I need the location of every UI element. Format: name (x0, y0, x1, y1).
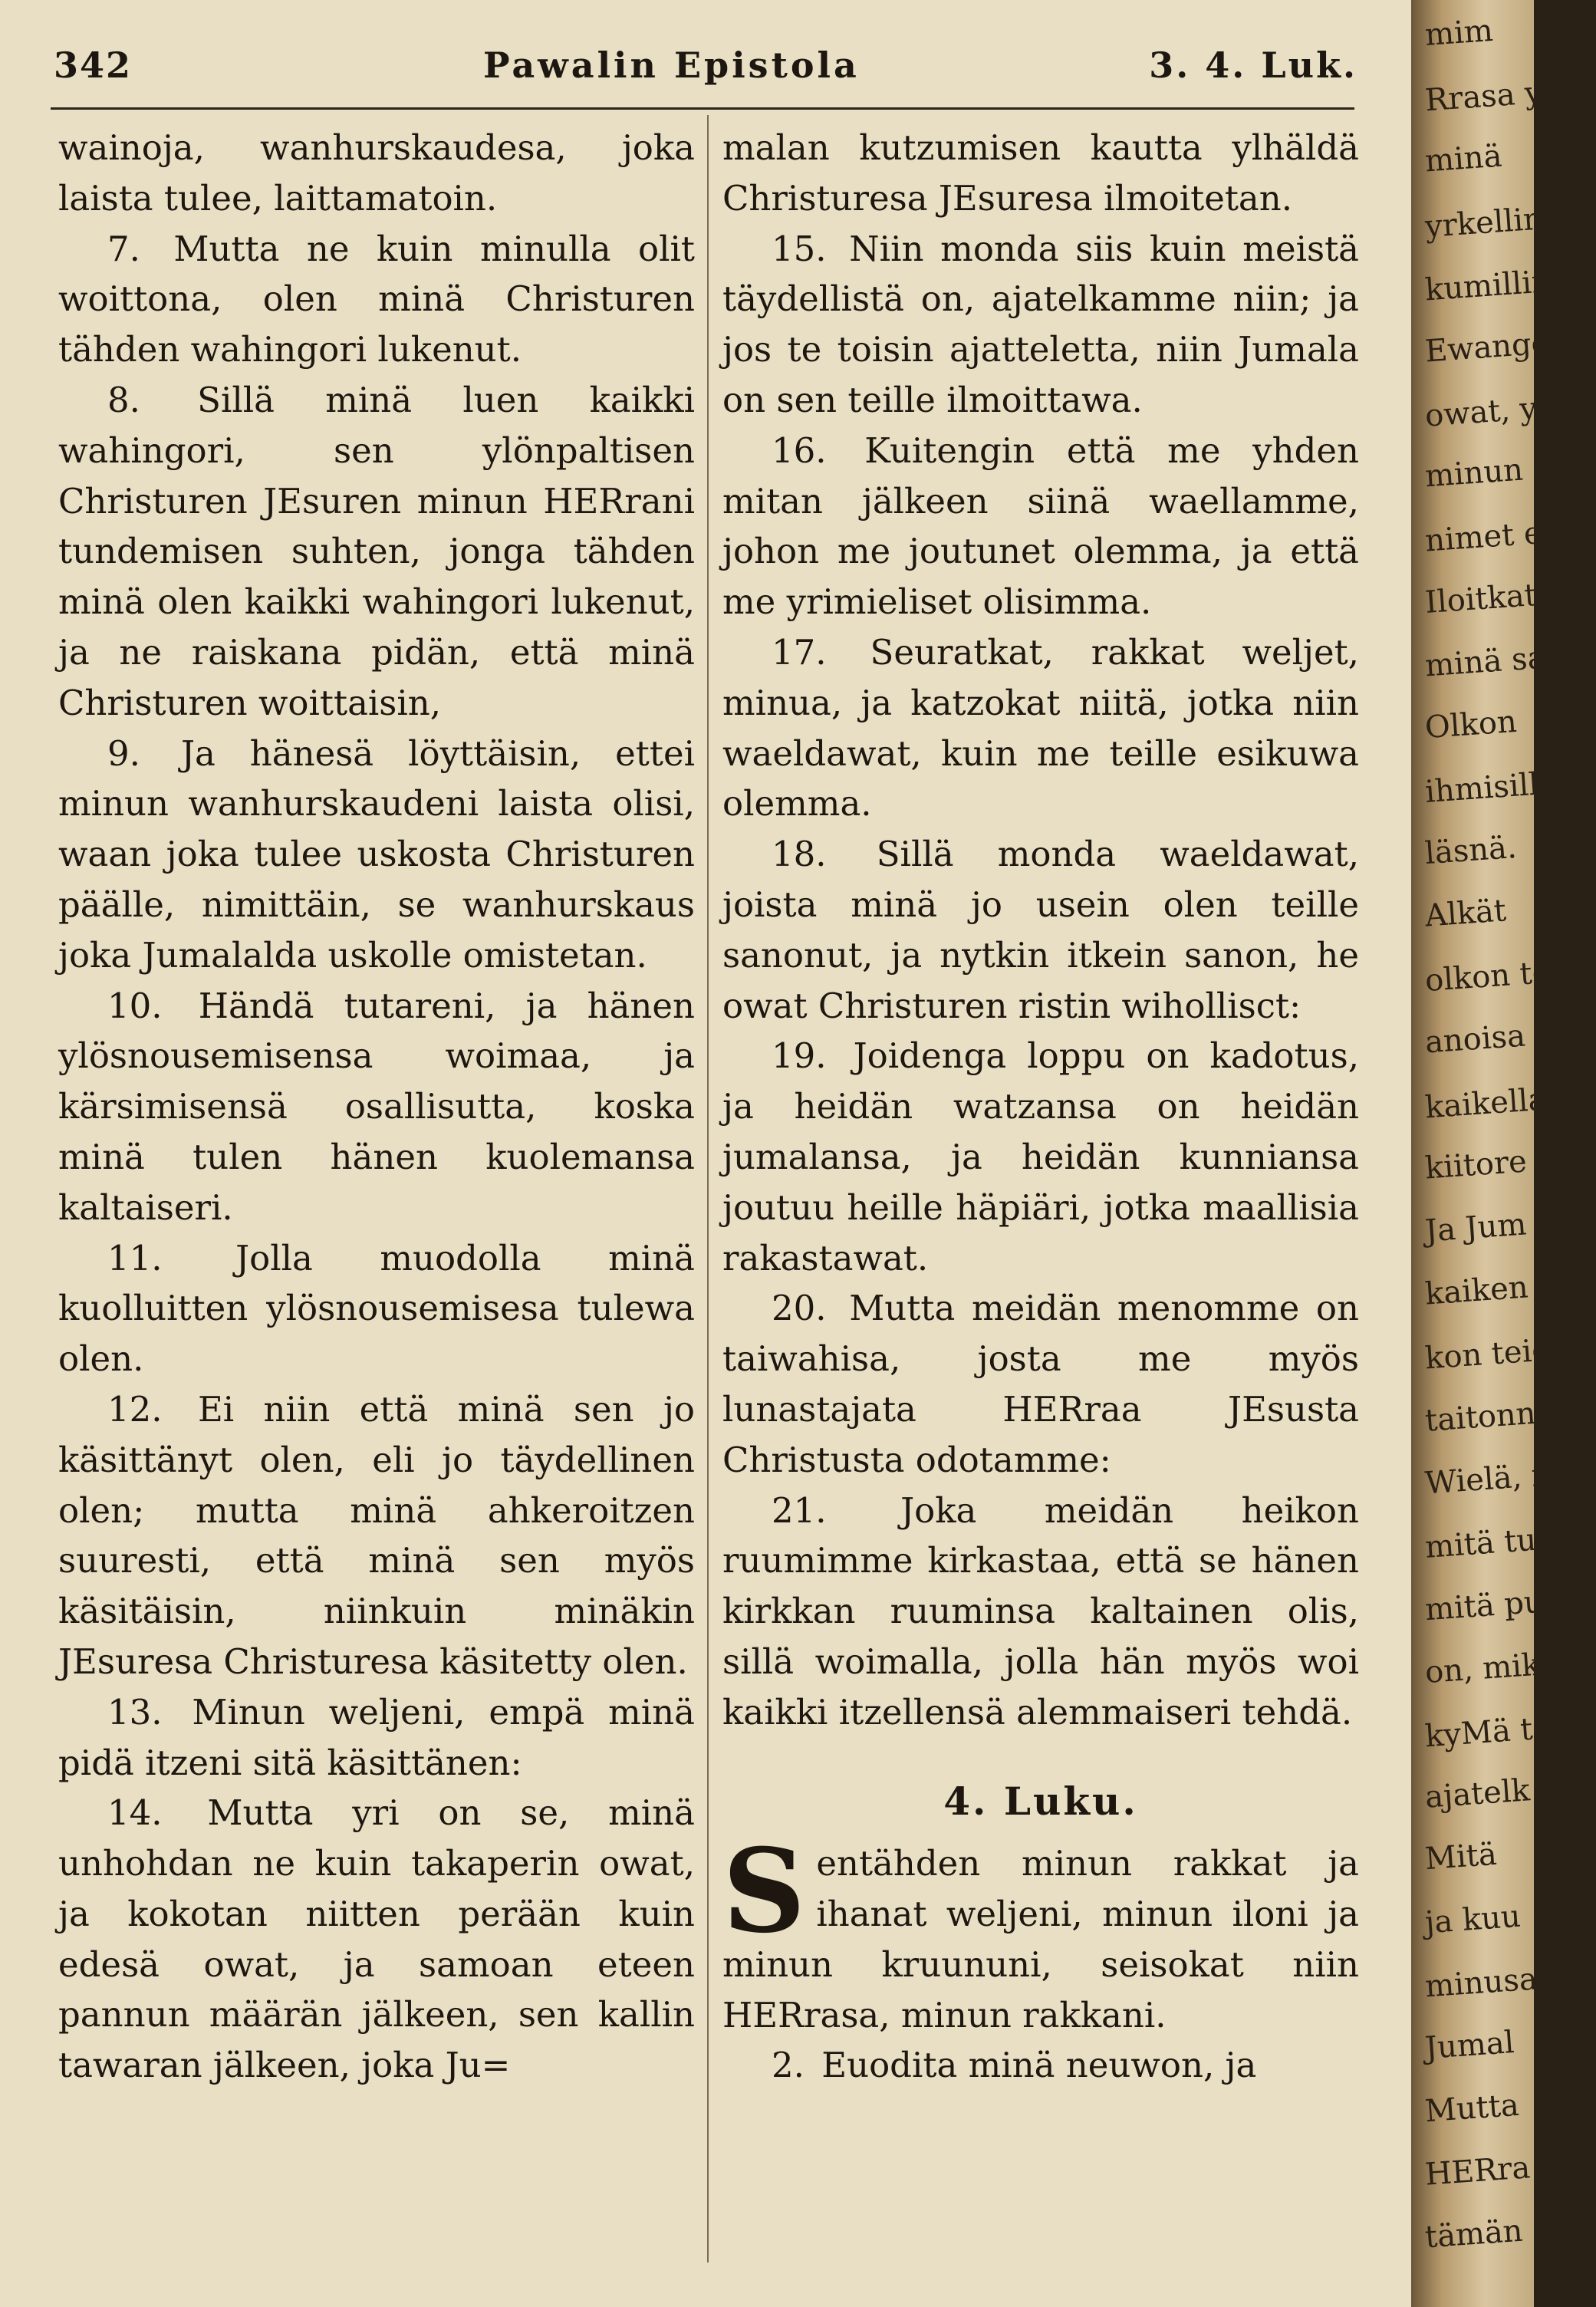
facing-page-fragment: Olkon (1423, 703, 1519, 746)
verse-number: 2. (772, 2045, 805, 2086)
verse-number: 8. (107, 379, 140, 420)
page-number: 342 (54, 44, 133, 86)
verse (722, 2040, 1359, 2091)
facing-page-fragment: kaikella ru (1423, 1078, 1592, 1126)
verse-text: Sillä minä luen kaikki wahingori, sen ylönpaltisen Christuren JEsuren minun HERrani tundemisen suhten, jonga tähden minä olen kaikki wahingori lukenut, ja ne raiskana pidän, että minä Christuren woittaisin, (58, 379, 695, 723)
verse-1 (722, 1824, 1359, 2040)
verse-text: Mutta ne kuin minulla olit woittona, olen minä Christuren tähden wahingori lukenut. (58, 228, 695, 370)
chapter-reference: 3. 4. Luk. (1149, 44, 1357, 86)
verse-text: Händä tutareni, ja hänen ylösnousemisensa woimaa, ja kärsimisensä osallisutta, koska minä tulen hänen kuolemansa kaltaiseri. (58, 985, 695, 1228)
column-divider (707, 115, 709, 2263)
verse-text: Euodita minä neuwon, ja (821, 2045, 1257, 2086)
facing-page-fragment: Alkät (1423, 893, 1508, 934)
facing-page-fragment: olkon tei (1423, 953, 1561, 999)
verse-text: Sillä monda waeldawat, joista minä jo usein olen teille sanonut, ja nytkin itkein sanon, he owat Christuren ristin wihollisct: (722, 834, 1359, 1026)
facing-page-fragment: nimet elä (1423, 513, 1571, 559)
running-header (54, 44, 1357, 92)
facing-page-fragment: mim (1423, 12, 1495, 54)
verse-number: 15. (772, 228, 827, 269)
verse-text: Minun weljeni, empä minä pidä itzeni sitä käsittänen: (58, 1691, 695, 1783)
verse-text: Seuratkat, rakkat weljet, minua, ja katzokat niitä, jotka niin waeldawat, kuin me teille esikuwa olemma. (722, 631, 1359, 824)
facing-page-fragment: on, mikä (1423, 1645, 1560, 1691)
verse-number: 17. (772, 631, 827, 673)
facing-page-fragment: Ewange (1423, 325, 1551, 370)
facing-page-fragment: kiitore (1423, 1144, 1529, 1186)
chapter-heading: 4. Luku. (943, 1778, 1138, 1824)
verse-number: 14. (107, 1792, 163, 1834)
facing-page-edge (1411, 0, 1596, 2307)
facing-page-fragment: Rrasa yri (1423, 73, 1568, 119)
facing-page-fragment: ajatelk (1423, 1772, 1532, 1815)
facing-page-fragment: kumillinen (1423, 261, 1591, 308)
verse (58, 1233, 695, 1384)
facing-page-fragment: owat, ynnä (1423, 387, 1596, 434)
facing-page-fragment: yrkellinen (1423, 198, 1582, 245)
verse-text: Kuitengin että me yhden mitan jälkeen siinä waellamme, johon me joutunet olemma, ja että me yrimieliset olisimma. (722, 429, 1359, 623)
verse (58, 729, 695, 981)
verse (722, 829, 1359, 1031)
verse-number: 20. (772, 1288, 827, 1329)
facing-page-fragment: mitä puh (1423, 1582, 1565, 1628)
verse (722, 224, 1359, 426)
page-title: Pawalin Epistola (483, 44, 860, 86)
verse-number: 12. (107, 1388, 163, 1430)
verse (722, 426, 1359, 627)
facing-page-fragment: Iloitkat (1423, 577, 1538, 621)
verse (58, 1788, 695, 2091)
facing-page-fragment: tämän (1423, 2213, 1524, 2256)
verse (58, 981, 695, 1233)
verse (722, 627, 1359, 829)
facing-page-fragment: kon teidä (1423, 1331, 1571, 1377)
verse-text: Ei niin että minä sen jo käsittänyt olen, eli jo täydellinen olen; mutta minä ahkeroitzen suuresti, että minä sen myös käsitäisin, niinkuin minäkin JEsuresa Christuresa käsitetty olen. (58, 1388, 696, 1682)
verse-text: Ja hänesä löyttäisin, ettei minun wanhurskaudeni laista olisi, waan joka tulee uskosta Christuren päälle, nimittäin, se wanhurskaus joka Jumalalda uskolle omistetan. (58, 732, 696, 976)
facing-page-fragment: minä sa (1423, 640, 1547, 684)
verse-number: 13. (107, 1691, 163, 1733)
verse (58, 224, 695, 375)
verse-text: wainoja, wanhurskaudesa, joka laista tulee, laittamatoin. (58, 127, 695, 219)
verse-number: 21. (772, 1489, 827, 1531)
verse-number: 7. (107, 228, 140, 269)
drop-cap: S (722, 1824, 806, 1960)
facing-page-fragment: Ja Jum (1423, 1206, 1528, 1249)
verse-number: 16. (772, 429, 827, 471)
facing-page-fragment: ja kuu (1423, 1898, 1522, 1941)
left-column (58, 123, 695, 2091)
header-rule (51, 107, 1354, 110)
verse-number: 19. (772, 1035, 827, 1077)
facing-page-fragment: Mutta (1423, 2087, 1521, 2130)
facing-page-fragment: ihmisille (1423, 765, 1558, 810)
verse-number: 10. (107, 985, 163, 1026)
verse-text: Mutta yri on se, minä unhohdan ne kuin takaperin owat, ja kokotan niitten perään kuin edesä owat, ja samoan eteen pannun määrän jälkeen, sen kallin tawaran jälkeen, joka Ju= (58, 1792, 695, 2086)
verse-text: Mutta meidän menomme on taiwahisa, josta me myös lunastajata HERraa JEsusta Christusta odotamme: (722, 1288, 1359, 1480)
facing-page-fragment: läsnä. (1423, 829, 1518, 872)
verse-text: Niin monda siis kuin meistä täydellistä on, ajatelkamme niin; ja jos te toisin ajatteletta, niin Jumala on sen teille ilmoittawa. (722, 228, 1359, 420)
verse-continuation (722, 123, 1359, 224)
facing-page-fragment: minusa, (1423, 1960, 1548, 2005)
facing-page-fragment: mitä tunn (1423, 1519, 1578, 1565)
facing-page-fragment: Jumal (1423, 2024, 1515, 2067)
verse-text: Joidenga loppu on kadotus, ja heidän watzansa on heidän jumalansa, ja heidän kunniansa joutuu heille häpiäri, jotka maallisia rakastawat. (722, 1035, 1359, 1279)
verse-text: entähden minun rakkat ja ihanat weljeni, minun iloni ja minun kruununi, seisokat niin HERrasa, minun rakkani. (722, 1843, 1359, 2035)
verse-text: malan kutzumisen kautta ylhäldä Christuresa JEsuresa ilmoitetan. (722, 127, 1359, 219)
verse (722, 1486, 1359, 1738)
verse-number: 18. (772, 834, 827, 875)
facing-page-fragment: kyMä tapa (1423, 1707, 1591, 1755)
facing-page-fragment: HERra (1423, 2150, 1532, 2193)
verse (722, 1283, 1359, 1485)
verse (58, 375, 695, 729)
verse-number: 9. (107, 732, 140, 774)
verse-number: 11. (107, 1237, 163, 1279)
facing-page-fragment: Mitä (1423, 1836, 1499, 1878)
facing-page-fragment: Wielä, r (1423, 1457, 1548, 1502)
verse-text: Jolla muodolla minä kuolluitten ylösnousemisesa tulewa olen. (58, 1237, 695, 1380)
verse-text: Joka meidän heikon ruumimme kirkastaa, että se hänen kirkkan ruuminsa kaltainen olis, sillä woimalla, jolla hän myös woi kaikki itzellensä alemmaiseri tehdä. (722, 1489, 1359, 1733)
right-column (722, 123, 1359, 2091)
verse (58, 1384, 695, 1687)
verse-continuation (58, 123, 695, 224)
verse (722, 1031, 1359, 1283)
facing-page-fragment: minun (1423, 452, 1525, 495)
facing-page-fragment: kaiken (1423, 1269, 1530, 1312)
facing-page-fragment: minä (1423, 138, 1503, 179)
facing-page-fragment: taitonne (1423, 1394, 1555, 1439)
facing-page-fragment: anoisa (1423, 1018, 1527, 1061)
verse (58, 1687, 695, 1789)
